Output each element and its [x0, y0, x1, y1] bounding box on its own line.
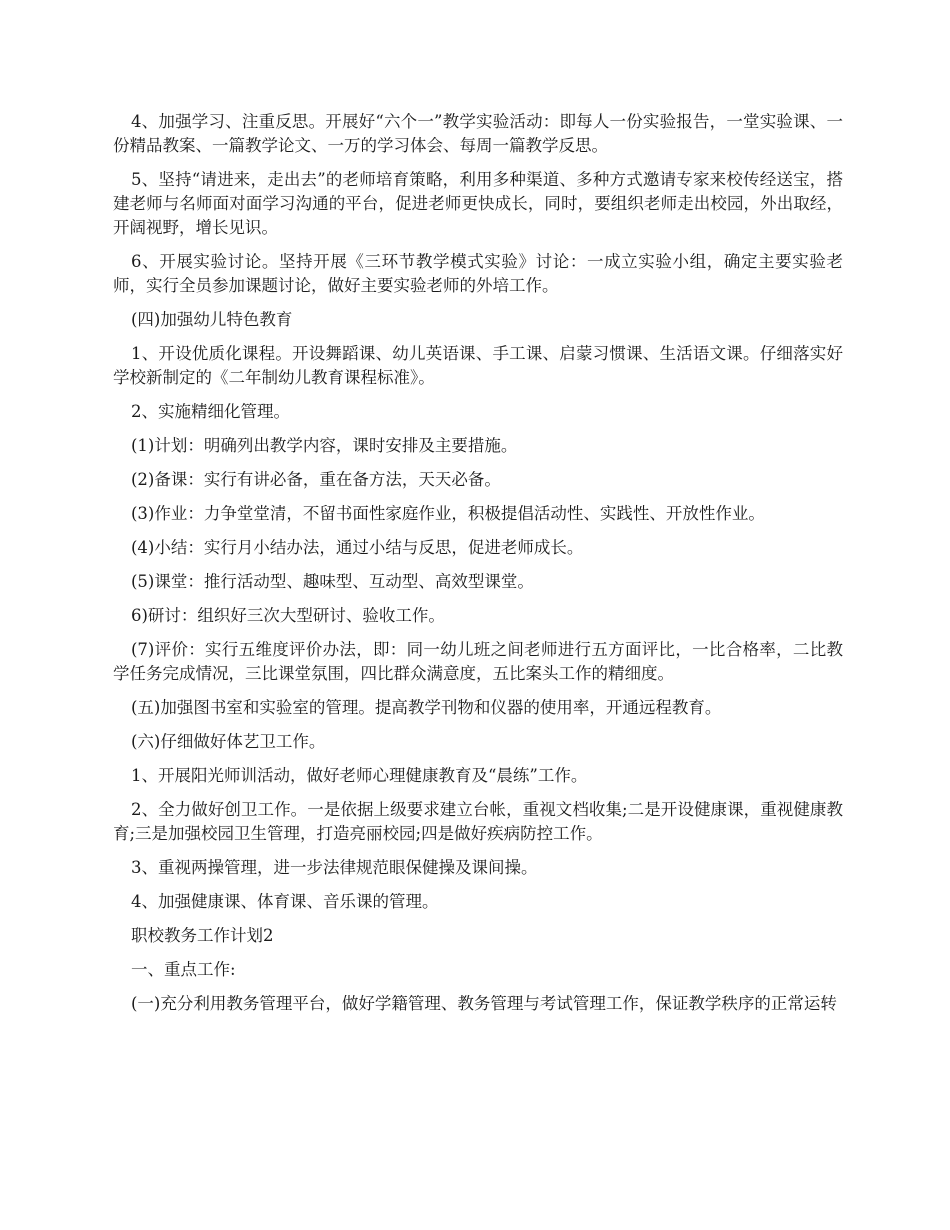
document-body — [113, 110, 843, 1026]
paragraph: (5)课堂：推行活动型、趣味型、互动型、高效型课堂。 — [131, 572, 534, 591]
paragraph: 2、全力做好创卫工作。一是依据上级要求建立台帐，重视文档收集;二是开设健康课，重视健康教育;三是加强校园卫生管理，打造亮丽校园;四是做好疾病防控工作。 — [113, 800, 843, 843]
paragraph: 6)研讨：组织好三次大型研讨、验收工作。 — [131, 606, 445, 625]
paragraph: (7)评价：实行五维度评价办法，即：同一幼儿班之间老师进行五方面评比，一比合格率，二比教学任务完成情况，三比课堂氛围，四比群众满意度，五比案头工作的精细度。 — [113, 640, 843, 683]
paragraph: 1、开展阳光师训活动，做好老师心理健康教育及“晨练”工作。 — [131, 766, 588, 785]
paragraph: 4、加强学习、注重反思。开展好“六个一”教学实验活动：即每人一份实验报告，一堂实验课、一份精品教案、一篇教学论文、一万的学习体会、每周一篇教学反思。 — [113, 112, 843, 155]
paragraph: (2)备课：实行有讲必备，重在备方法，天天必备。 — [131, 470, 501, 489]
paragraph: (1)计划：明确列出教学内容，课时安排及主要措施。 — [131, 436, 518, 455]
paragraph: (一)充分利用教务管理平台，做好学籍管理、教务管理与考试管理工作，保证教学秩序的正常运转 — [131, 994, 837, 1013]
paragraph: 1、开设优质化课程。开设舞蹈课、幼儿英语课、手工课、启蒙习惯课、生活语文课。仔细落实好学校新制定的《二年制幼儿教育课程标准》。 — [113, 344, 843, 387]
paragraph: 2、实施精细化管理。 — [131, 402, 290, 421]
paragraph: 4、加强健康课、体育课、音乐课的管理。 — [131, 892, 439, 911]
section-heading: (四)加强幼儿特色教育 — [131, 310, 293, 329]
section-heading: 一、重点工作: — [131, 960, 236, 979]
document-subtitle: 职校教务工作计划2 — [131, 926, 274, 945]
paragraph: 6、开展实验讨论。坚持开展《三环节教学模式实验》讨论：一成立实验小组，确定主要实验老师，实行全员参加课题讨论，做好主要实验老师的外培工作。 — [113, 252, 843, 295]
section-heading: (六)仔细做好体艺卫工作。 — [131, 732, 326, 751]
paragraph: (3)作业：力争堂堂清，不留书面性家庭作业，积极提倡活动性、实践性、开放性作业。 — [131, 504, 765, 523]
section-heading: (五)加强图书室和实验室的管理。提高教学刊物和仪器的使用率，开通远程教育。 — [131, 698, 722, 717]
paragraph: 5、坚持“请进来，走出去”的老师培育策略，利用多种渠道、多种方式邀请专家来校传经送宝，搭建老师与名师面对面学习沟通的平台，促进老师更快成长，同时，要组织老师走出校园，外出取经，开阔视野，增长见识。 — [113, 170, 843, 237]
paragraph: (4)小结：实行月小结办法，通过小结与反思，促进老师成长。 — [131, 538, 584, 557]
paragraph: 3、重视两操管理，进一步法律规范眼保健操及课间操。 — [131, 858, 538, 877]
